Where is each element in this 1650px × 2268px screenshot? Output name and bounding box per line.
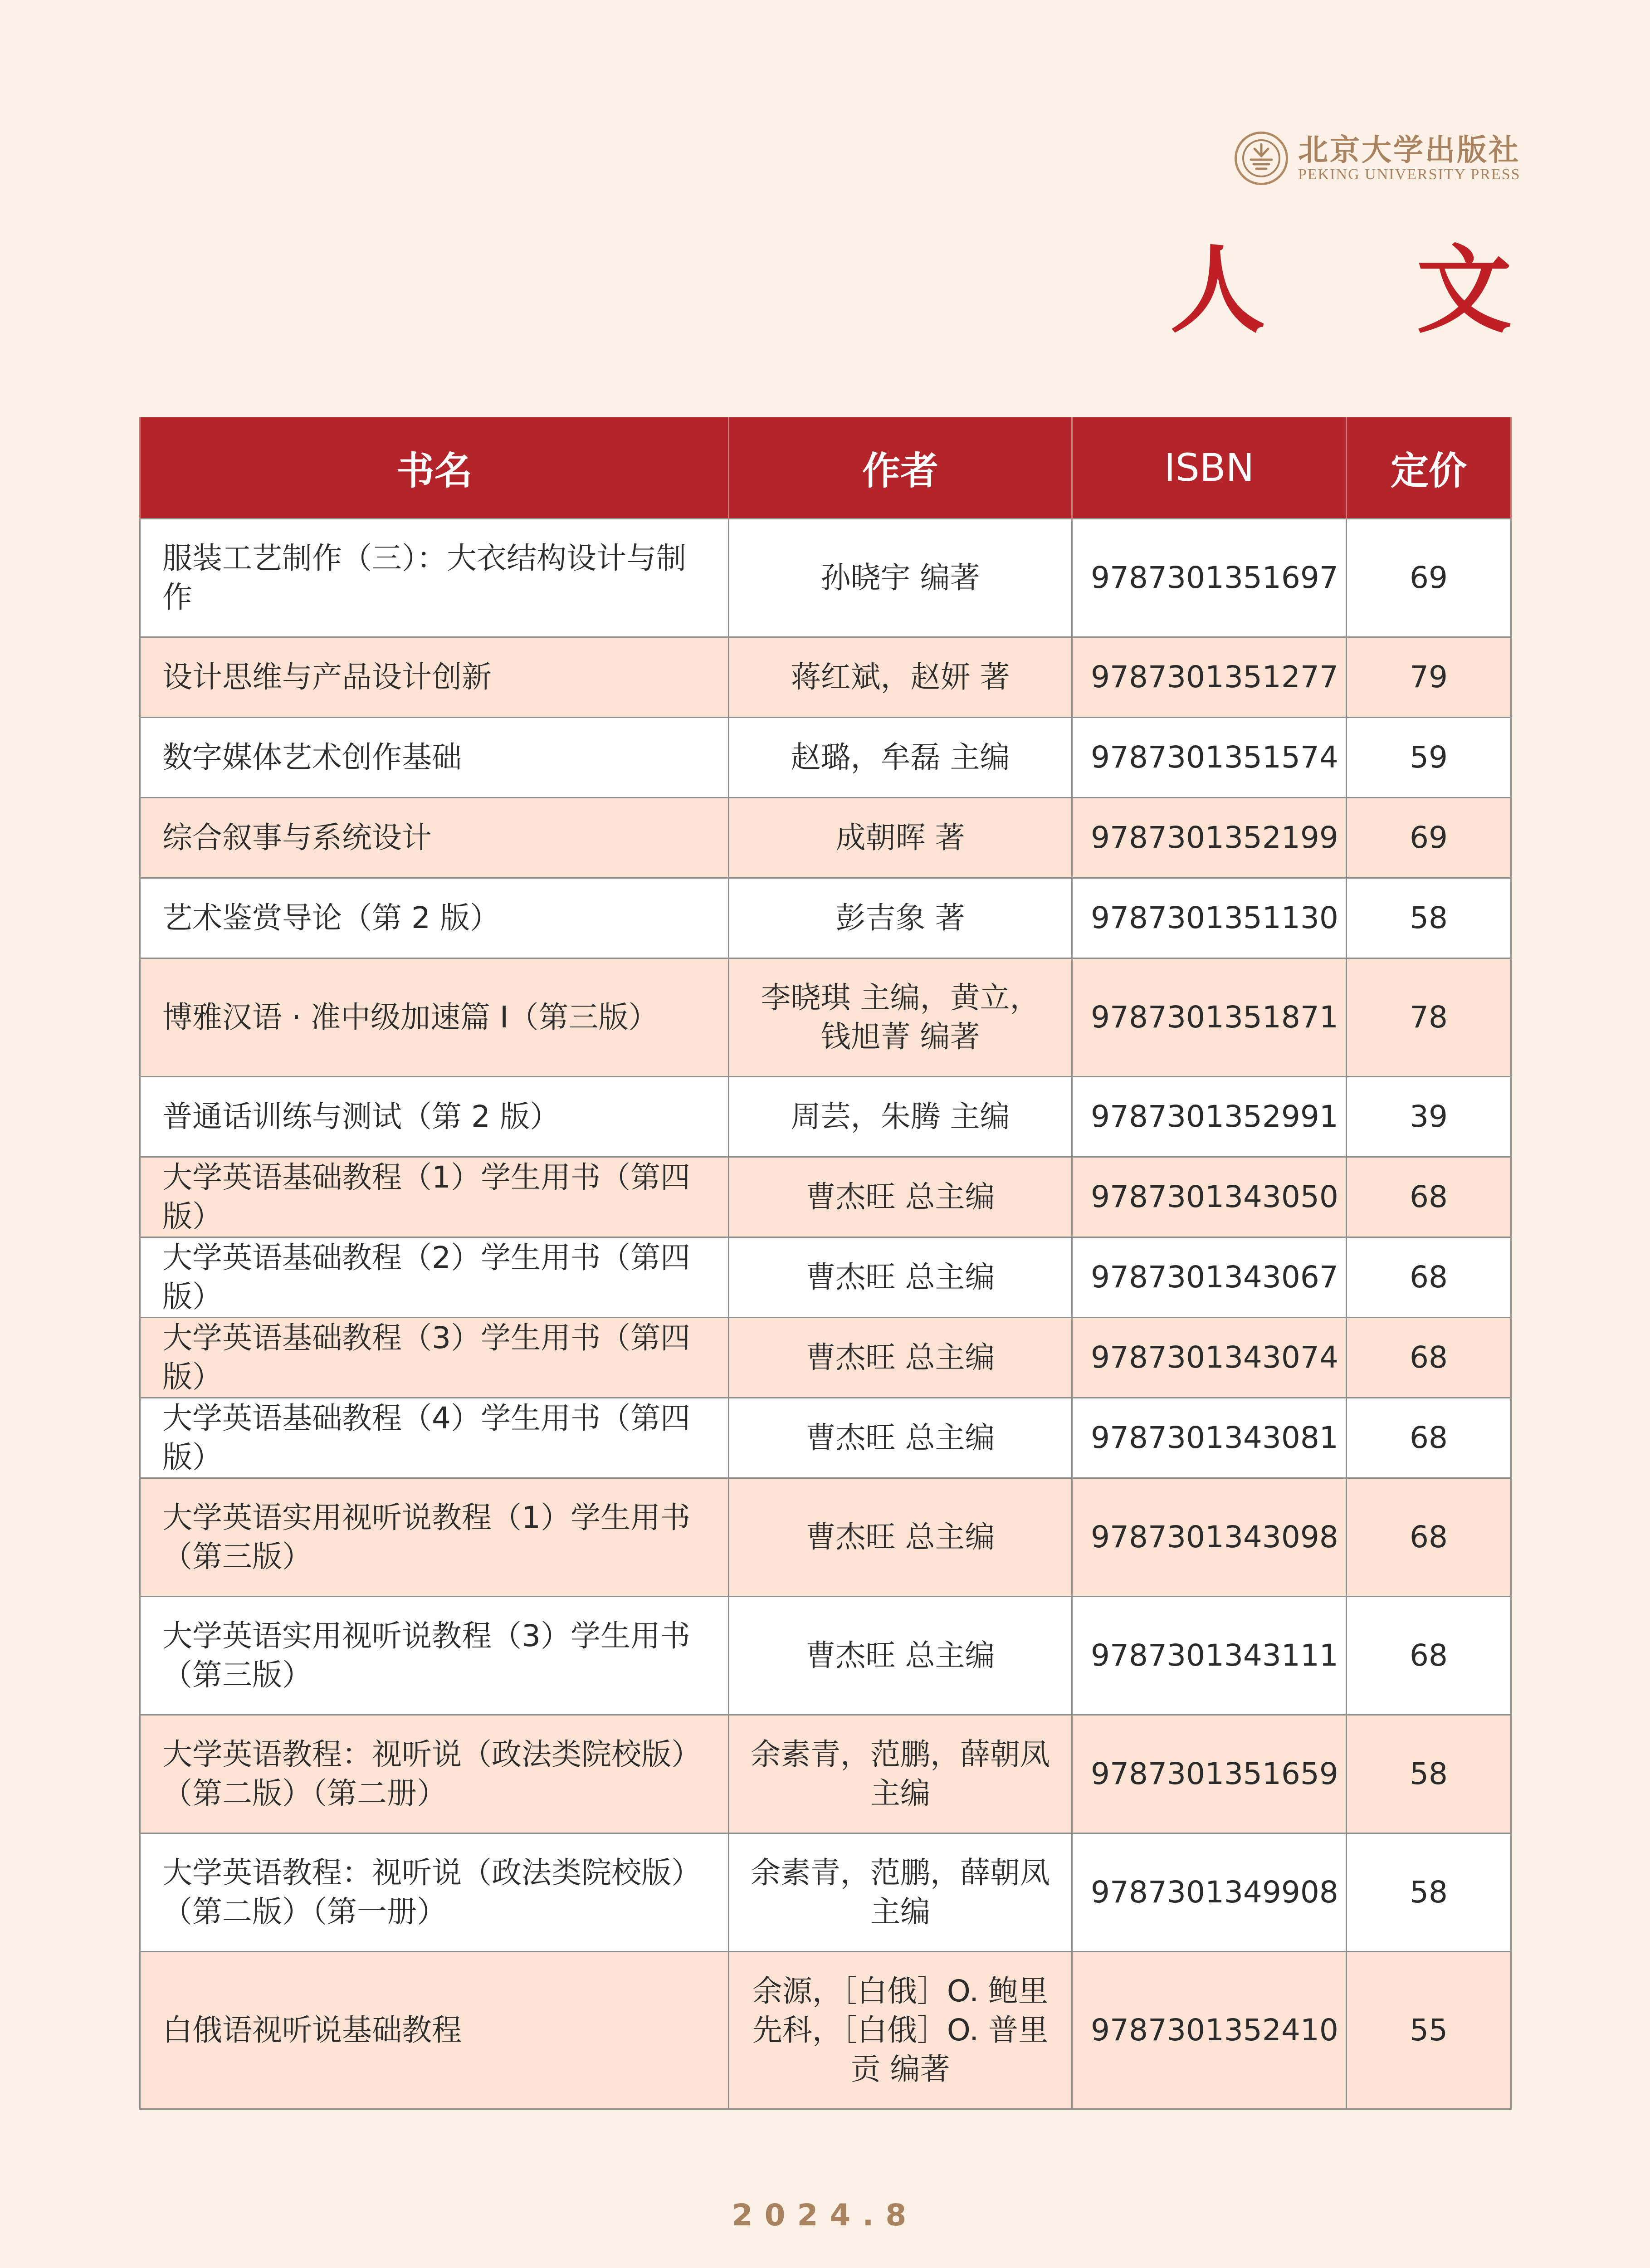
table-row xyxy=(140,1157,1511,1237)
table-row xyxy=(140,1952,1511,2109)
table-row xyxy=(140,1833,1511,1952)
book-title: 大学英语基础教程（4）学生用书（第四版） xyxy=(140,1398,729,1478)
table-header-row xyxy=(140,417,1511,519)
table-row xyxy=(140,1077,1511,1157)
book-author: 周芸，朱腾 主编 xyxy=(729,1077,1072,1157)
book-author: 曹杰旺 总主编 xyxy=(729,1398,1072,1478)
book-table xyxy=(139,417,1512,2110)
table-row xyxy=(140,1318,1511,1398)
table-row xyxy=(140,1478,1511,1597)
book-author: 曹杰旺 总主编 xyxy=(729,1318,1072,1398)
book-isbn: 9787301351871 xyxy=(1072,958,1347,1077)
book-author: 孙晓宇 编著 xyxy=(729,519,1072,637)
book-price: 69 xyxy=(1347,519,1511,637)
table-row xyxy=(140,519,1511,637)
book-title: 设计思维与产品设计创新 xyxy=(140,637,729,718)
book-price: 68 xyxy=(1347,1157,1511,1237)
book-isbn: 9787301343098 xyxy=(1072,1478,1347,1597)
table-row xyxy=(140,637,1511,718)
book-title: 艺术鉴赏导论（第 2 版） xyxy=(140,878,729,958)
book-title: 博雅汉语 · 准中级加速篇 I（第三版） xyxy=(140,958,729,1077)
book-price: 59 xyxy=(1347,718,1511,798)
book-author: 曹杰旺 总主编 xyxy=(729,1157,1072,1237)
book-price: 68 xyxy=(1347,1318,1511,1398)
book-author: 曹杰旺 总主编 xyxy=(729,1478,1072,1597)
book-title: 大学英语实用视听说教程（3）学生用书（第三版） xyxy=(140,1597,729,1715)
header-author: 作者 xyxy=(729,417,1072,519)
table-row xyxy=(140,1715,1511,1833)
book-isbn: 9787301351130 xyxy=(1072,878,1347,958)
book-price: 78 xyxy=(1347,958,1511,1077)
book-author: 赵璐，牟磊 主编 xyxy=(729,718,1072,798)
book-price: 58 xyxy=(1347,1715,1511,1833)
book-author: 彭吉象 著 xyxy=(729,878,1072,958)
publisher-name-cn: 北京大学出版社 xyxy=(1298,132,1520,167)
book-title: 普通话训练与测试（第 2 版） xyxy=(140,1077,729,1157)
table-row xyxy=(140,718,1511,798)
book-author: 余素青，范鹏，薛朝凤 主编 xyxy=(729,1715,1072,1833)
page-title: 人 文 xyxy=(1170,234,1571,346)
book-price: 79 xyxy=(1347,637,1511,718)
book-author: 李晓琪 主编，黄立，钱旭菁 编著 xyxy=(729,958,1072,1077)
book-price: 68 xyxy=(1347,1398,1511,1478)
book-isbn: 9787301351277 xyxy=(1072,637,1347,718)
book-price: 39 xyxy=(1347,1077,1511,1157)
book-price: 69 xyxy=(1347,798,1511,878)
book-title: 白俄语视听说基础教程 xyxy=(140,1952,729,2109)
table-row xyxy=(140,798,1511,878)
book-title: 大学英语教程：视听说（政法类院校版）（第二版）（第一册） xyxy=(140,1833,729,1952)
publisher-name-en: PEKING UNIVERSITY PRESS xyxy=(1298,166,1521,183)
publisher-logo xyxy=(1235,132,1521,185)
book-price: 58 xyxy=(1347,878,1511,958)
book-title: 大学英语教程：视听说（政法类院校版）（第二版）（第二册） xyxy=(140,1715,729,1833)
table-row xyxy=(140,1597,1511,1715)
book-author: 余素青，范鹏，薛朝凤 主编 xyxy=(729,1833,1072,1952)
table-row xyxy=(140,1237,1511,1318)
table-row xyxy=(140,958,1511,1077)
book-isbn: 9787301343050 xyxy=(1072,1157,1347,1237)
book-price: 68 xyxy=(1347,1237,1511,1318)
book-price: 55 xyxy=(1347,1952,1511,2109)
book-title: 数字媒体艺术创作基础 xyxy=(140,718,729,798)
table-row xyxy=(140,878,1511,958)
book-price: 58 xyxy=(1347,1833,1511,1952)
table-row xyxy=(140,1398,1511,1478)
header-title: 书名 xyxy=(140,417,729,519)
book-author: 曹杰旺 总主编 xyxy=(729,1237,1072,1318)
book-isbn: 9787301343074 xyxy=(1072,1318,1347,1398)
book-title: 大学英语基础教程（3）学生用书（第四版） xyxy=(140,1318,729,1398)
book-author: 成朝晖 著 xyxy=(729,798,1072,878)
book-author: 蒋红斌，赵妍 著 xyxy=(729,637,1072,718)
book-author: 曹杰旺 总主编 xyxy=(729,1597,1072,1715)
book-title: 大学英语基础教程（2）学生用书（第四版） xyxy=(140,1237,729,1318)
book-isbn: 9787301349908 xyxy=(1072,1833,1347,1952)
pku-seal-icon xyxy=(1235,132,1288,185)
book-price: 68 xyxy=(1347,1478,1511,1597)
book-author: 余源，［白俄］O. 鲍里先科，［白俄］O. 普里贡 编著 xyxy=(729,1952,1072,2109)
book-title: 服装工艺制作（三）：大衣结构设计与制作 xyxy=(140,519,729,637)
header-isbn: ISBN xyxy=(1072,417,1347,519)
book-isbn: 9787301352199 xyxy=(1072,798,1347,878)
book-title: 大学英语基础教程（1）学生用书（第四版） xyxy=(140,1157,729,1237)
book-isbn: 9787301351697 xyxy=(1072,519,1347,637)
book-isbn: 9787301343067 xyxy=(1072,1237,1347,1318)
book-isbn: 9787301343111 xyxy=(1072,1597,1347,1715)
book-isbn: 9787301352991 xyxy=(1072,1077,1347,1157)
header-price: 定价 xyxy=(1347,417,1511,519)
book-title: 大学英语实用视听说教程（1）学生用书（第三版） xyxy=(140,1478,729,1597)
footer-date: 2024.8 xyxy=(732,2198,918,2233)
book-price: 68 xyxy=(1347,1597,1511,1715)
book-isbn: 9787301352410 xyxy=(1072,1952,1347,2109)
book-isbn: 9787301351574 xyxy=(1072,718,1347,798)
book-isbn: 9787301351659 xyxy=(1072,1715,1347,1833)
book-title: 综合叙事与系统设计 xyxy=(140,798,729,878)
book-isbn: 9787301343081 xyxy=(1072,1398,1347,1478)
